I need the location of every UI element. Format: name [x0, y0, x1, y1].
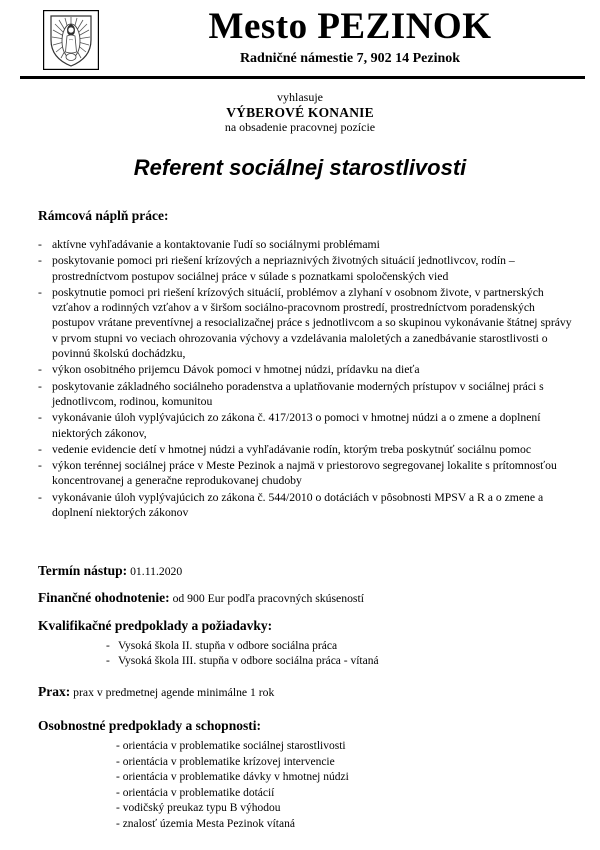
bullet-dash-icon: - — [38, 459, 42, 473]
qualification-text: Vysoká škola II. stupňa v odbore sociálna práca — [118, 640, 338, 653]
bullet-dash-icon: - — [38, 363, 42, 377]
duty-text: výkon terénnej sociálnej práce v Meste Pezinok a najmä v priestorovo segregovanej lokalite s prítomnosťou koncentrovanej a generačne reprodukovanej chudoby — [52, 459, 557, 488]
announcement-block — [0, 90, 600, 135]
personal-quality-item: - orientácia v problematike sociálnej starostlivosti — [116, 740, 346, 753]
duty-item — [38, 237, 576, 252]
personal-quality-item: - znalosť územia Mesta Pezinok vítaná — [116, 817, 295, 830]
duty-text: výkon osobitného prijemcu Dávok pomoci v hmotnej núdzi, prídavku na dieťa — [52, 363, 420, 377]
document-header — [0, 0, 600, 72]
qualification-item — [38, 654, 576, 669]
duty-text: vykonávanie úloh vyplývajúcich zo zákona č. 417/2013 o pomoci v hmotnej núdzi a o zmene a doplnení niektorých zákonov, — [52, 411, 541, 440]
city-title: Mesto PEZINOK — [208, 6, 492, 47]
document-body — [0, 181, 600, 832]
experience-value: prax v predmetnej agende minimálne 1 rok — [73, 686, 275, 700]
duty-item — [38, 379, 576, 410]
salary-label: Finančné ohodnotenie: — [38, 590, 170, 606]
personal-quality-item: - orientácia v problematike krízovej intervencie — [116, 755, 335, 768]
bullet-dash-icon: - — [38, 285, 42, 299]
start-date-line — [38, 563, 576, 580]
bullet-dash-icon: - — [38, 490, 42, 504]
announce-purpose: na obsadenie pracovnej pozície — [224, 120, 376, 134]
duty-item — [38, 490, 576, 521]
bullet-dash-icon: - — [38, 254, 42, 268]
duties-heading: Rámcová náplň práce: — [38, 208, 169, 223]
bullet-dash-icon: - — [38, 411, 42, 425]
qualifications-list — [38, 639, 576, 668]
duties-list — [38, 237, 576, 520]
qualification-text: Vysoká škola III. stupňa v odbore sociálna práca - vítaná — [118, 654, 379, 667]
duty-item — [38, 362, 576, 377]
pezinok-coat-of-arms-icon — [43, 10, 99, 70]
header-text-block — [110, 6, 590, 68]
duty-text: vykonávanie úloh vyplývajúcich zo zákona č. 544/2010 o dotáciách v pôsobnosti MPSV a R a o zmene a doplnení niektorých zákonov — [52, 490, 544, 520]
duty-item — [38, 253, 576, 284]
personal-qualities-heading: Osobnostné predpoklady a schopnosti: — [38, 718, 261, 734]
salary-value: od 900 Eur podľa pracovných skúseností — [172, 592, 364, 606]
personal-quality-item: - orientácia v problematike dávky v hmotnej núdzi — [116, 771, 349, 784]
experience-label: Prax: — [38, 684, 71, 700]
duty-text: poskytovanie základného sociálneho poradenstva a uplatňovanie moderných prístupov v sociálnej práci s jednotlivcom, rodinou, komunitou — [52, 379, 544, 408]
duty-text: poskytnutie pomoci pri riešení krízových situácií, problémov a zlyhaní v osobnom živote, v partnerských vzťahov a rodinných vzťahov a v širšom sociálno-pracovnom prostredí, prostredníctvom poradenských postupov vrátane preventívnej a resocializačnej práce s jednotlivcom a so skupinou vykonávanie štátnej správy v prvom stupni vo veciach ohrozovania výchovy a vzdelávania maloletých a zanedbávanie starostlivosti o povinnú školskú dochádzku, — [52, 285, 572, 361]
announce-type: VÝBEROVÉ KONANIE — [226, 105, 374, 120]
start-date-value: 01.11.2020 — [130, 565, 183, 579]
qualifications-heading: Kvalifikačné predpoklady a požiadavky: — [38, 618, 273, 634]
bullet-dash-icon: - — [106, 640, 110, 653]
job-position-title: Referent sociálnej starostlivosti — [133, 155, 467, 180]
bullet-dash-icon: - — [38, 238, 42, 251]
duty-item — [38, 285, 576, 361]
bullet-dash-icon: - — [38, 379, 42, 393]
duty-text: vedenie evidencie detí v hmotnej núdzi a vyhľadávanie rodín, ktorým treba poskytnúť sociálnu pomoc — [52, 442, 532, 456]
duty-text: poskytovanie pomoci pri riešení krízových a nepriaznivých životných situácií jednotlivcov, rodín – prostredníctvom postupov sociálnej práce v súlade s poznatkami spoločenských vied — [52, 254, 515, 283]
duty-item — [38, 458, 576, 489]
bullet-dash-icon: - — [38, 442, 42, 456]
personal-qualities-list — [38, 739, 576, 832]
announce-verb: vyhlasuje — [277, 90, 323, 104]
qualification-item — [38, 639, 576, 654]
bullet-dash-icon: - — [106, 654, 110, 667]
experience-line — [38, 684, 576, 701]
duty-item — [38, 442, 576, 457]
personal-quality-item: - vodičský preukaz typu B výhodou — [116, 802, 281, 815]
duty-item — [38, 410, 576, 441]
start-date-label: Termín nástup: — [38, 563, 128, 579]
personal-quality-item: - orientácia v problematike dotácií — [116, 786, 275, 799]
duty-text: aktívne vyhľadávanie a kontaktovanie ľudí so sociálnymi problémami — [52, 238, 380, 251]
header-divider-rule — [20, 76, 585, 79]
city-address: Radničné námestie 7, 902 14 Pezinok — [239, 51, 461, 66]
salary-line — [38, 590, 576, 607]
